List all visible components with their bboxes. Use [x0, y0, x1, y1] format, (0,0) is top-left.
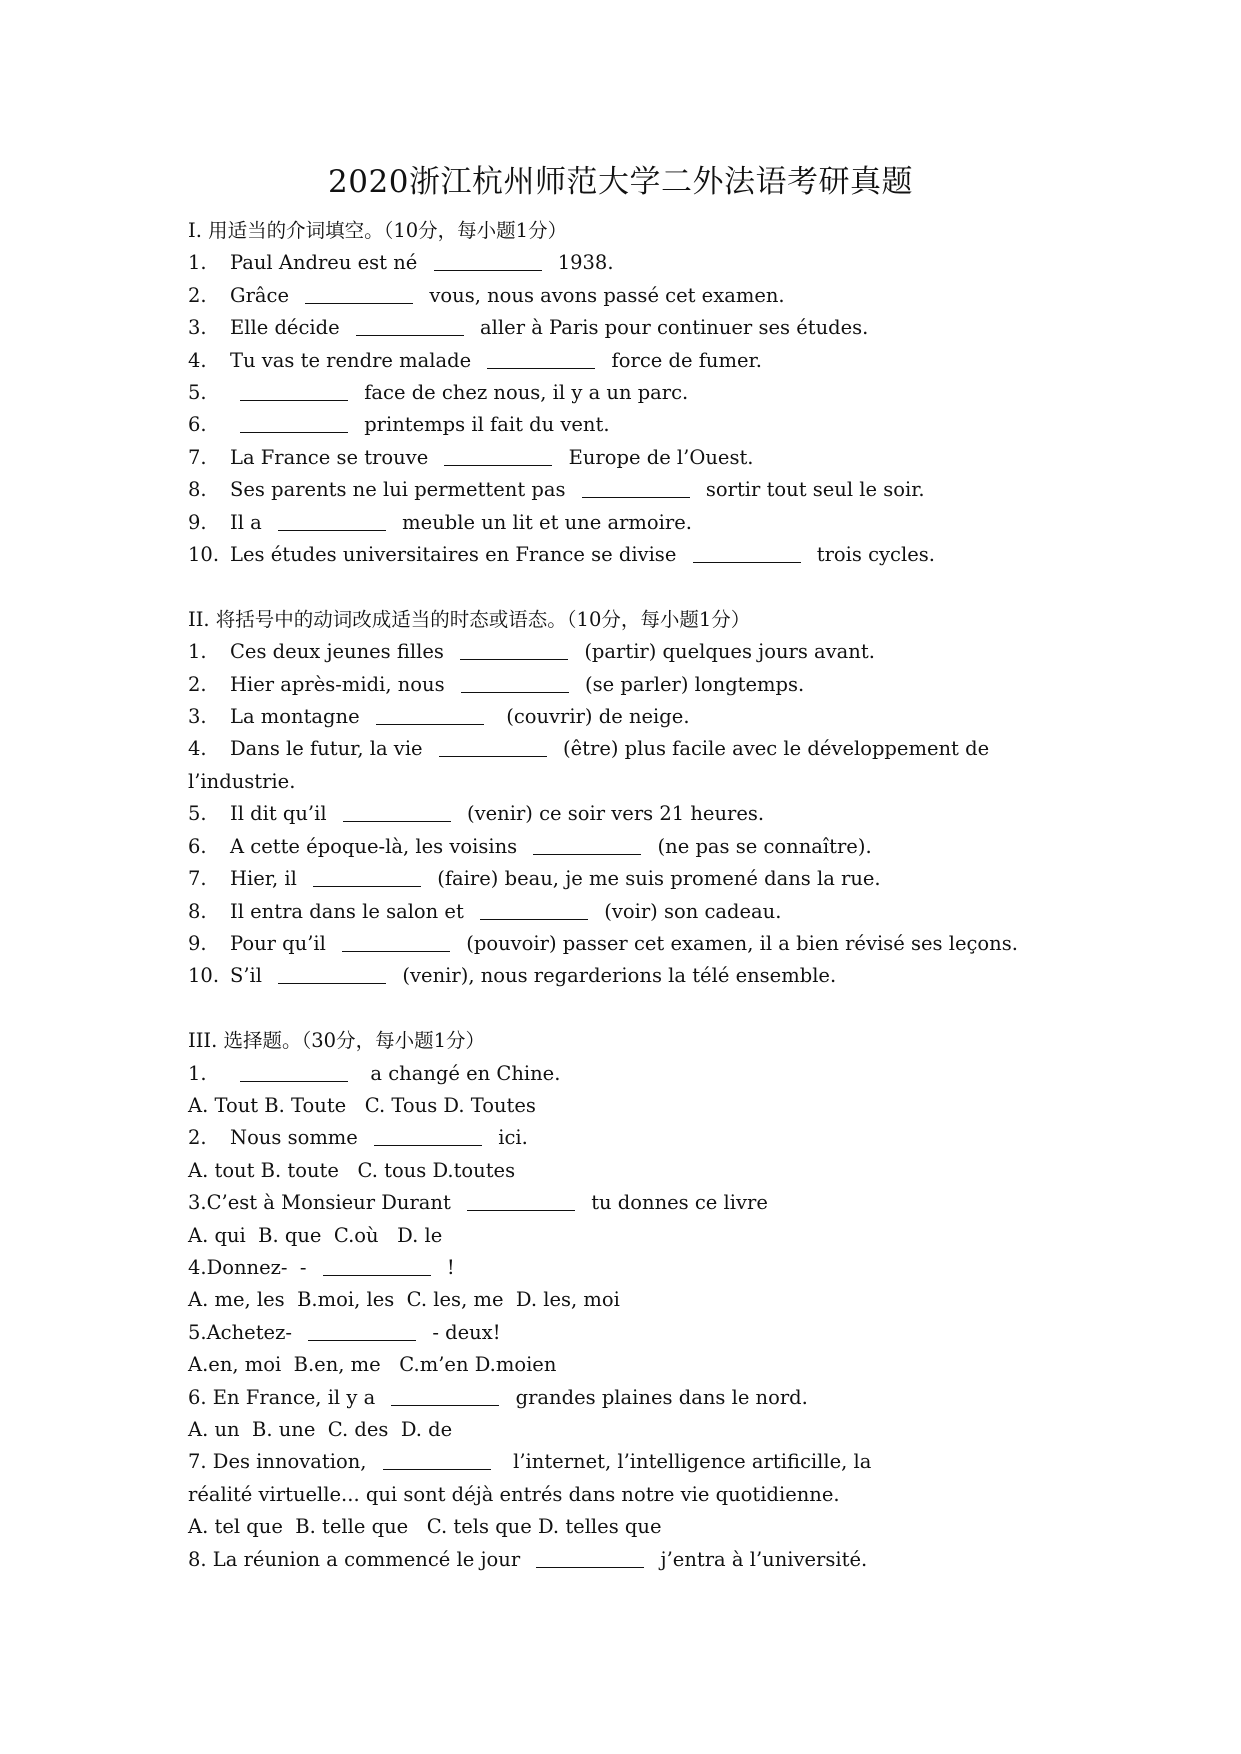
answer-blank	[308, 1320, 416, 1341]
question-text: 8. La réunion a commencé le jour	[188, 1547, 527, 1571]
question-text: 6. En France, il y a	[188, 1385, 382, 1409]
question-text: printemps il fait du vent.	[358, 413, 610, 437]
question-text: 1938.	[551, 251, 614, 275]
question-text: (venir), nous regarderions la télé ensemble.	[396, 964, 837, 988]
question-text: Il a	[230, 510, 268, 534]
question-line	[188, 1187, 1068, 1219]
question-line	[188, 831, 1068, 863]
question-text: vous, nous avons passé cet examen.	[423, 283, 785, 307]
question-text: 7. Des innovation,	[188, 1450, 373, 1474]
question-number: 4.	[188, 348, 207, 372]
question-text: Il dit qu’il	[230, 802, 333, 826]
question-number: 6.	[188, 834, 207, 858]
question-text: A. tel que B. telle que C. tels que D. telles que	[188, 1515, 662, 1539]
answer-blank	[439, 736, 547, 757]
question-text: meuble un lit et une armoire.	[395, 510, 692, 534]
question-text: aller à Paris pour continuer ses études.	[473, 316, 869, 340]
question-text: tu donnes ce livre	[585, 1191, 768, 1215]
question-line	[188, 1446, 1068, 1478]
question-number: 3.	[188, 316, 207, 340]
question-text: Tu vas te rendre malade	[230, 348, 478, 372]
answer-blank	[343, 801, 451, 822]
question-line	[188, 863, 1068, 895]
question-text: Ces deux jeunes filles	[230, 640, 451, 664]
question-line	[188, 247, 1068, 279]
question-number: 9.	[188, 510, 207, 534]
question-line	[188, 442, 1068, 474]
question-text: (couvrir) de neige.	[493, 705, 690, 729]
question-line	[188, 896, 1068, 928]
question-number: 9.	[188, 931, 207, 955]
answer-blank	[305, 283, 413, 304]
question-text: l’internet, l’intelligence artificille, la	[500, 1450, 872, 1474]
answer-blank	[391, 1385, 499, 1406]
question-number: 1.	[188, 1061, 207, 1085]
question-line	[188, 1382, 1068, 1414]
question-number: 10.	[188, 543, 220, 567]
answer-blank	[374, 1125, 482, 1146]
question-line	[188, 1544, 1068, 1576]
question-text: Europe de l’Ouest.	[562, 445, 754, 469]
question-text: La montagne	[230, 705, 366, 729]
answer-blank	[487, 348, 595, 369]
question-text: j’entra à l’université.	[654, 1547, 868, 1571]
question-line	[188, 539, 1068, 571]
question-number: 8.	[188, 478, 207, 502]
question-number: 1.	[188, 251, 207, 275]
question-line	[188, 1122, 1068, 1154]
answer-blank	[240, 1061, 348, 1082]
question-line	[188, 1511, 1068, 1543]
question-text: force de fumer.	[605, 348, 762, 372]
question-text: Hier, il	[230, 867, 304, 891]
answer-blank	[278, 510, 386, 531]
question-text: réalité virtuelle... qui sont déjà entrés dans notre vie quotidienne.	[188, 1482, 840, 1506]
question-text: Hier après-midi, nous	[230, 672, 451, 696]
question-line	[188, 312, 1068, 344]
question-line	[188, 1317, 1068, 1349]
question-text: Paul Andreu est né	[230, 251, 424, 275]
page-title: 2020浙江杭州师范大学二外法语考研真题	[328, 164, 913, 200]
question-text: Il entra dans le salon et	[230, 899, 471, 923]
question-number: 7.	[188, 445, 207, 469]
question-text: (partir) quelques jours avant.	[578, 640, 875, 664]
question-number: 7.	[188, 867, 207, 891]
answer-blank	[323, 1255, 431, 1276]
question-text: (ne pas se connaître).	[651, 834, 872, 858]
question-text: l’industrie.	[188, 769, 296, 793]
question-line	[188, 1414, 1068, 1446]
question-line	[188, 636, 1068, 668]
question-text: (faire) beau, je me suis promené dans la rue.	[431, 867, 881, 891]
question-number: 4.	[188, 737, 207, 761]
question-text: trois cycles.	[810, 543, 935, 567]
question-text: grandes plaines dans le nord.	[509, 1385, 808, 1409]
question-line	[188, 1252, 1068, 1284]
answer-blank	[313, 866, 421, 887]
question-number: 1.	[188, 640, 207, 664]
question-text: Elle décide	[230, 316, 346, 340]
question-number: 10.	[188, 964, 220, 988]
section-heading: III. 选择题。（30分，每小题1分）	[188, 1029, 485, 1053]
question-text: (pouvoir) passer cet examen, il a bien révisé ses leçons.	[460, 931, 1018, 955]
question-text: (venir) ce soir vers 21 heures.	[460, 802, 765, 826]
question-line	[188, 377, 1068, 409]
question-text: A. tout B. toute C. tous D.toutes	[188, 1158, 516, 1182]
answer-blank	[240, 380, 348, 401]
question-number: 3.	[188, 705, 207, 729]
question-text: Grâce	[230, 283, 296, 307]
question-line	[188, 1058, 1068, 1090]
question-text: (se parler) longtemps.	[578, 672, 805, 696]
question-line	[188, 701, 1068, 733]
question-number: 5.	[188, 802, 207, 826]
question-text: Pour qu’il	[230, 931, 333, 955]
question-text: Ses parents ne lui permettent pas	[230, 478, 572, 502]
question-text: Les études universitaires en France se divise	[230, 543, 683, 567]
question-text: S’il	[230, 964, 269, 988]
question-text: !	[440, 1255, 455, 1279]
question-text: face de chez nous, il y a un parc.	[358, 381, 689, 405]
question-line	[188, 1479, 1068, 1511]
question-line	[188, 733, 1068, 765]
question-line	[188, 766, 1068, 798]
question-line	[188, 409, 1068, 441]
question-text: sortir tout seul le soir.	[699, 478, 925, 502]
question-line	[188, 474, 1068, 506]
question-text: A. qui B. que C.où D. le	[188, 1223, 443, 1247]
section-heading: I. 用适当的介词填空。（10分，每小题1分）	[188, 219, 568, 242]
question-number: 6.	[188, 413, 207, 437]
question-line	[188, 798, 1068, 830]
section-heading: II. 将括号中的动词改成适当的时态或语态。（10分，每小题1分）	[188, 607, 751, 631]
answer-blank	[461, 672, 569, 693]
question-line	[188, 1220, 1068, 1252]
question-text: - deux!	[426, 1320, 501, 1344]
question-line	[188, 1155, 1068, 1187]
question-text: (voir) son cadeau.	[598, 899, 782, 923]
question-text: La France se trouve	[230, 445, 435, 469]
answer-blank	[376, 704, 484, 725]
question-number: 2.	[188, 283, 207, 307]
question-line	[188, 960, 1068, 992]
answer-blank	[383, 1449, 491, 1470]
question-line	[188, 1349, 1068, 1381]
answer-blank	[278, 963, 386, 984]
answer-blank	[444, 445, 552, 466]
question-line	[188, 345, 1068, 377]
answer-blank	[582, 477, 690, 498]
question-line	[188, 1090, 1068, 1122]
question-text: (être) plus facile avec le développement de	[556, 737, 990, 761]
answer-blank	[536, 1547, 644, 1568]
answer-blank	[434, 250, 542, 271]
question-text: A. Tout B. Toute C. Tous D. Toutes	[188, 1093, 536, 1117]
question-text: A. me, les B.moi, les C. les, me D. les, moi	[188, 1288, 620, 1312]
question-text: 4.Donnez- -	[188, 1255, 313, 1279]
answer-blank	[460, 639, 568, 660]
question-text: A.en, moi B.en, me C.m’en D.moien	[188, 1353, 557, 1377]
question-text: 5.Achetez-	[188, 1320, 299, 1344]
answer-blank	[533, 834, 641, 855]
question-line	[188, 669, 1068, 701]
exam-content	[188, 215, 1068, 1576]
question-line	[188, 280, 1068, 312]
answer-blank	[240, 412, 348, 433]
section-spacer	[188, 571, 1068, 603]
answer-blank	[467, 1190, 575, 1211]
question-text: Nous somme	[230, 1126, 365, 1150]
question-number: 5.	[188, 381, 207, 405]
question-text: a changé en Chine.	[358, 1061, 561, 1085]
question-line	[188, 928, 1068, 960]
answer-blank	[693, 542, 801, 563]
answer-blank	[480, 899, 588, 920]
question-text: A cette époque-là, les voisins	[230, 834, 524, 858]
question-text: 3.C’est à Monsieur Durant	[188, 1191, 457, 1215]
question-number: 2.	[188, 1126, 207, 1150]
question-number: 8.	[188, 899, 207, 923]
question-line	[188, 1284, 1068, 1316]
question-line	[188, 507, 1068, 539]
answer-blank	[356, 315, 464, 336]
question-text: Dans le futur, la vie	[230, 737, 429, 761]
answer-blank	[342, 931, 450, 952]
question-text: A. un B. une C. des D. de	[188, 1418, 453, 1441]
question-text: ici.	[492, 1126, 528, 1150]
question-number: 2.	[188, 672, 207, 696]
section-spacer	[188, 993, 1068, 1025]
